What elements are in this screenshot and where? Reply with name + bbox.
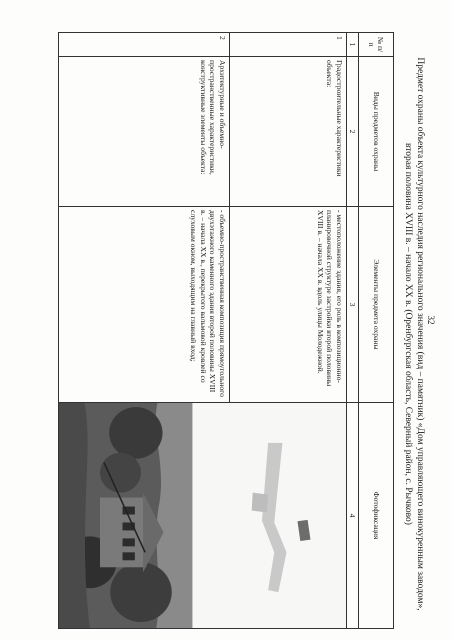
document-title: Предмет охраны объекта культурного наследия регионального значения (вид – памятник) «Дом управляющего винокуренным заводом», вторая половина XVIII в. – начало XX в. (Оренбургская область, Северный район, с. Рычково) (403, 57, 425, 611)
table-row (229, 33, 346, 629)
column-number: 3 (346, 207, 358, 403)
row-number: 1 (229, 33, 346, 57)
site-map-and-photo (59, 403, 346, 628)
column-number: 1 (346, 33, 358, 57)
page-number: 32 (426, 315, 436, 325)
header-photo: Фотофиксация (359, 403, 394, 629)
header-types: Виды предметов охраны (359, 57, 394, 207)
protection-type: Архитектурные и объемно-пространственные характеристики, конструктивные элементы объекта: (58, 57, 229, 207)
protection-elements: - местоположение здания, его роль в композиционно-планировочной структуре застройки второй половины XVIII в. – начала XX в. вдоль улицы Молодежной. (229, 207, 346, 403)
row-number: 2 (58, 33, 229, 57)
table-header-row (359, 33, 394, 629)
header-elements: Элементы предмета охраны (359, 207, 394, 403)
protection-elements: - объемно-пространственная композиция прямоугольного двухэтажного каменного здания второй половины XVIII в. – начала XX в., перекрытого вальмовой кровлей со слуховым окном, выходящим на главный вход; (58, 207, 229, 403)
header-num: № п/п (359, 33, 394, 57)
column-number: 4 (346, 403, 358, 629)
protection-type: Градостроительные характеристики объекта: (229, 57, 346, 207)
building-photo (59, 403, 192, 628)
column-number: 2 (346, 57, 358, 207)
column-number-row (346, 33, 358, 629)
photo-fixation (59, 403, 346, 628)
protection-subject-table (58, 32, 394, 629)
photo-cell (58, 403, 346, 629)
